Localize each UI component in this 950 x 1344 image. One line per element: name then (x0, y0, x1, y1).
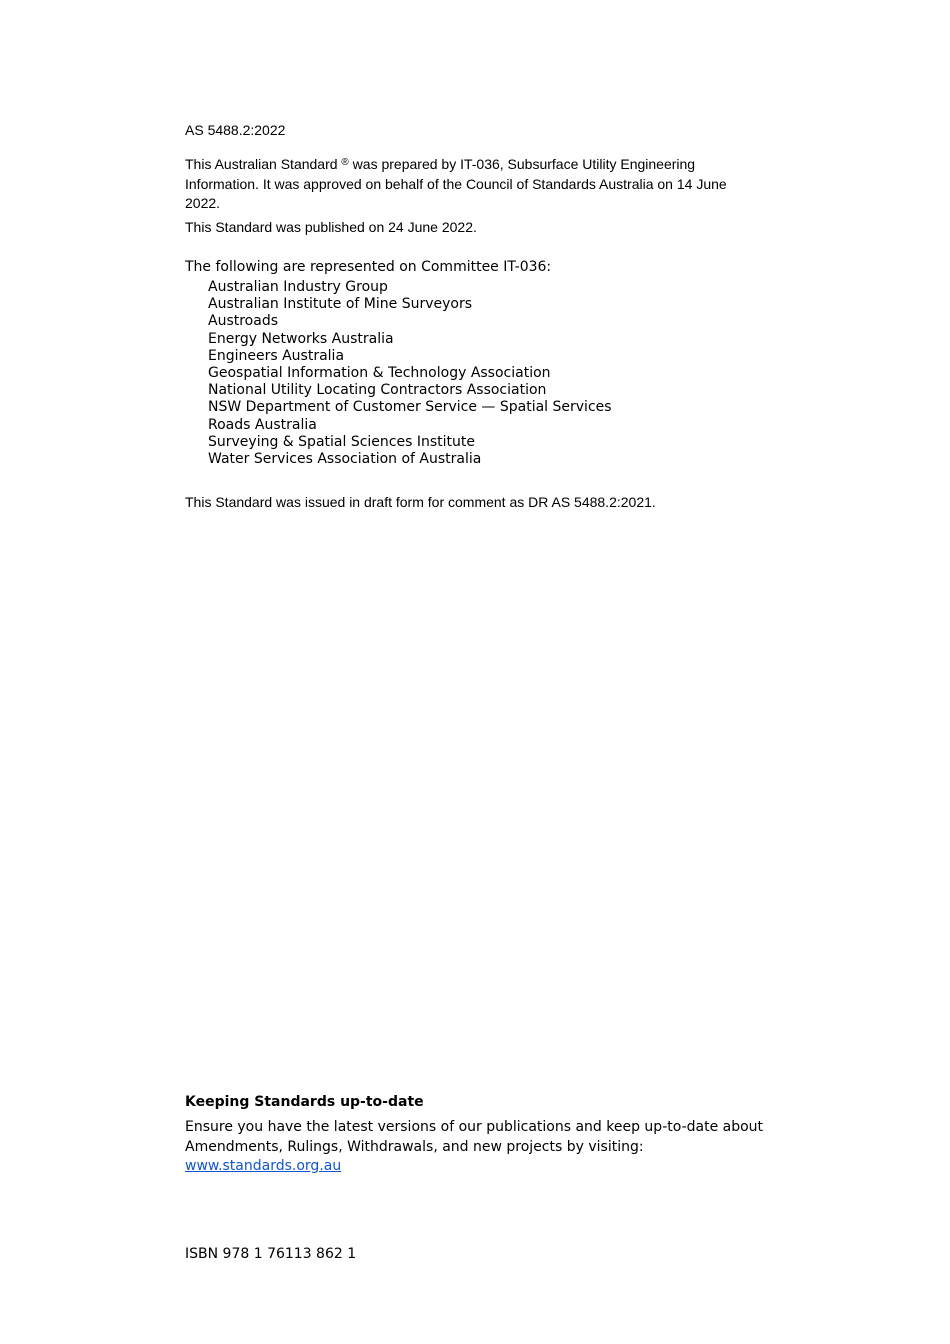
committee-member: Surveying & Spatial Sciences Institute (208, 433, 475, 450)
standards-website-link[interactable]: www.standards.org.au (185, 1158, 342, 1174)
publication-date-statement: This Standard was published on 24 June 2022. (185, 219, 477, 235)
keeping-up-to-date-section (185, 1094, 785, 1176)
section-heading: Keeping Standards up-to-date (185, 1094, 424, 1110)
committee-intro: The following are represented on Committee IT-036: (185, 259, 552, 275)
section-body-text: Ensure you have the latest versions of our publications and keep up-to-date about Amendments, Rulings, Withdrawals, and new projects by visiting: (185, 1119, 764, 1155)
document-identifier: AS 5488.2:2022 (185, 122, 286, 138)
committee-member: Australian Industry Group (208, 279, 388, 295)
committee-section (185, 259, 612, 468)
committee-member: Energy Networks Australia (208, 330, 394, 347)
committee-member: Roads Australia (208, 416, 317, 433)
isbn-number: ISBN 978 1 76113 862 1 (185, 1246, 357, 1262)
committee-member: National Utility Locating Contractors Association (208, 382, 547, 399)
committee-member: Engineers Australia (208, 347, 345, 364)
committee-member: Austroads (208, 313, 279, 330)
preparation-statement (185, 155, 745, 214)
preparation-text-start: This Australian Standard (185, 156, 342, 172)
committee-member-list (208, 279, 612, 468)
preparation-text-end: was prepared by IT-036, Subsurface Utility Engineering Information. It was approved on behalf of the Council of Standards Australia on 14 June 2022. (185, 156, 727, 211)
committee-member: Australian Institute of Mine Surveyors (208, 296, 473, 313)
section-body (185, 1118, 785, 1176)
registered-mark: ® (341, 157, 349, 168)
committee-member: NSW Department of Customer Service — Spatial Services (208, 399, 612, 416)
committee-member: Geospatial Information & Technology Association (208, 365, 551, 382)
draft-statement: This Standard was issued in draft form for comment as DR AS 5488.2:2021. (185, 494, 656, 510)
committee-member: Water Services Association of Australia (208, 451, 482, 468)
